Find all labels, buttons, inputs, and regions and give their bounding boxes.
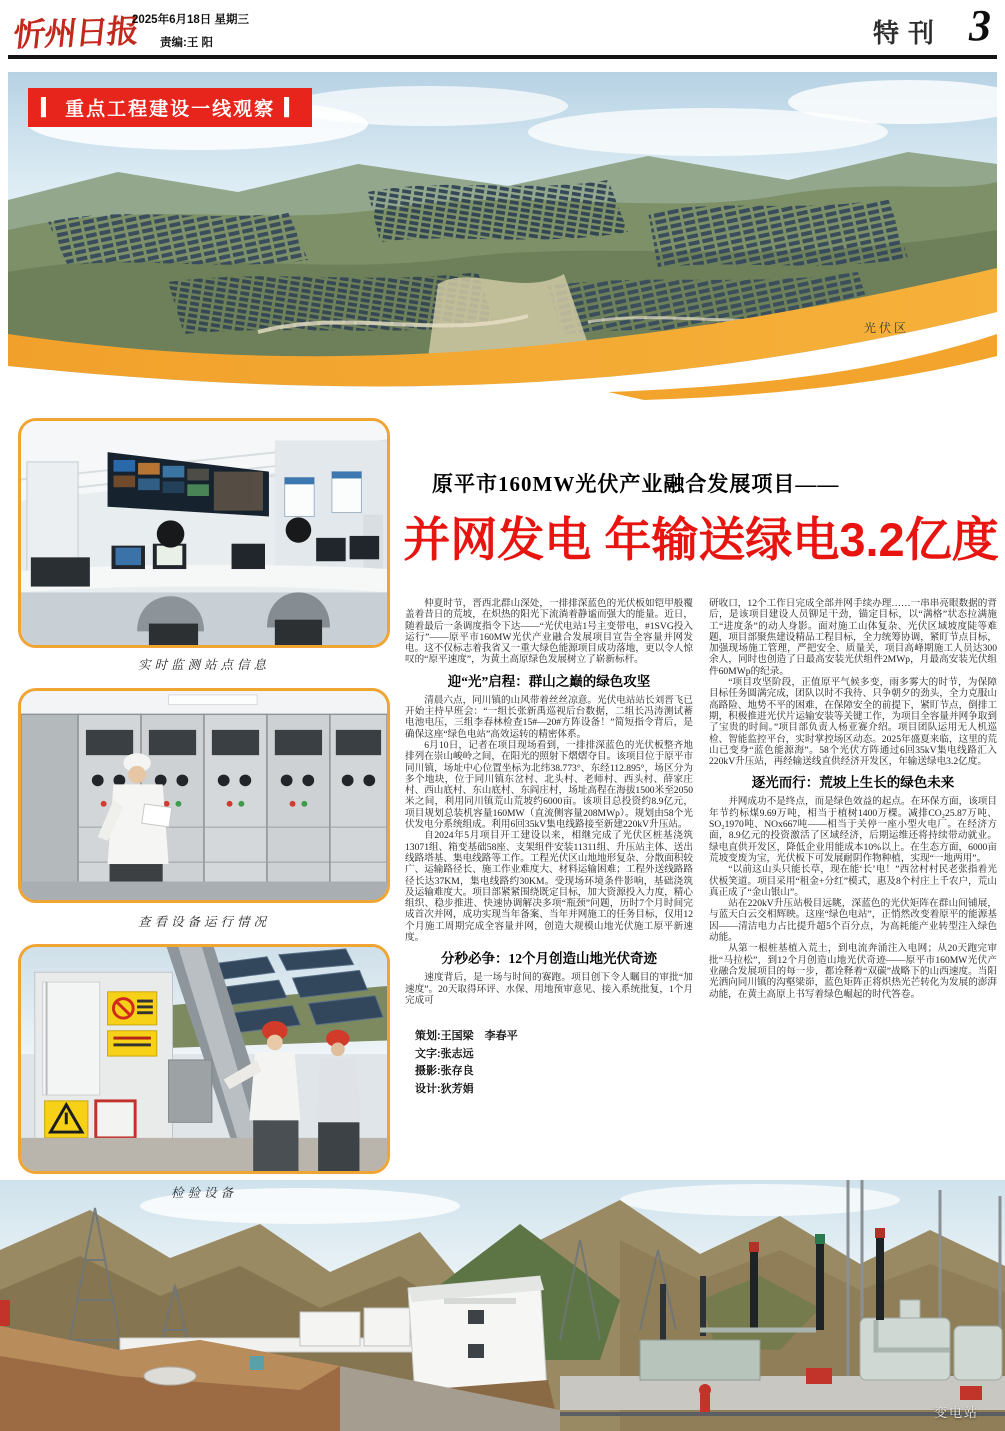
para-cont: 研收口，12个工作日完成全部并网手续办理……一串串亮眼数据的背后，是该项目建设人员铆足干劲，锚定目标，以“满格”状态拉满施工“进度条”的动人身影。面对施工山体复杂、光伏区域坡度陡等难题，项目部聚焦建设精品工程目标，全力统筹协调，紧盯节点目标，加强现场施工管理，严把安全、质量关，项目高峰期施工人员达300余人，同时也创造了日最高安装光伏组件2MWp，月最高安装光伏组件60MWp的纪录。 (709, 598, 997, 677)
para: 仲夏时节，晋西北群山深处，一排排深蓝色的光伏板如铠甲般覆盖着昔日的荒坡，在炽热的阳光下流淌着静谧而强大的能量。近日，随着最后一条调度指令下达——“光伏电站1号主变带电，#1SVG投入运行”——原平市160MW光伏产业融合发展项目宣告全容量并网发电。这不仅标志着我省又一重大绿色能源项目成功落地，更以令人惊叹的“原平速度”，为黄土高原绿色发展树立了崭新标杆。 (405, 598, 693, 666)
para: “项目攻坚阶段，正值原平气候多变，雨多雾大的时节，为保障目标任务圆满完成，团队以时不我待、只争朝夕的劲头，全力克服山高路险、地势不平的困难，在保障安全的前提下，紧盯节点，倒排工期，积极推进光伏片运输安装等关键工作，为项目全容量并网争取到了宝贵的时间。”项目部负责人杨亚赛介绍。项目团队运用无人机巡检、智能监控平台，实时掌控场区动态。2025年盛夏来临，这里的荒山已变身“蓝色能源海”。58个光伏方阵通过6回35kV集电线路汇入220kV升压站，再经输送线直供经济开发区，年输送绿电3.2亿度。 (709, 677, 997, 768)
masthead-meta (132, 11, 249, 50)
switchgear-room-photo (18, 688, 390, 903)
control-room-illustration (21, 421, 387, 645)
credits-block (415, 1028, 693, 1098)
subhead: 逐光而行：荒坡上生长的绿色未来 (751, 775, 955, 791)
photo1-caption: 实时监测站点信息 (137, 658, 270, 672)
masthead (0, 0, 1005, 60)
para: 自2024年5月项目开工建设以来，相继完成了光伏区桩基浇筑13071组、箱变基础58座、支架组件安装11311组、升压站主体、送出线路塔基、集电线路等工作。工程光伏区山地地形复杂、分散面积较广、运输路径长、施工作业难度大、材料运输困难；工程外送线路路径长达37KM，集电线路约30KM。受现场环境条件影响，基础浇筑及运输难度大。项目部紧紧围绕既定目标，加大资源投入力度，精心组织、稳步推进、快速协调解决多项“瓶颈”问题，历时7个月时间完成首次并网，成功实现当年备案、当年并网施工的任务目标，仅用12个月施工周期完成全容量并网，创造大规模山地光伏施工原平新速度。 (405, 830, 693, 944)
section-label: 特刊 (872, 18, 943, 48)
subhead: 分秒必争：12个月创造山地光伏奇迹 (441, 951, 657, 967)
masthead-rule (8, 55, 997, 59)
credit-line: 文字:张志远 (415, 1047, 474, 1060)
switchgear-illustration (21, 691, 387, 900)
article-column-1 (405, 598, 693, 1178)
banner-label: 重点工程建设一线观察 (65, 99, 276, 120)
para: 速度背后，是一场与时间的赛跑。项目创下令人瞩目的审批“加速度”。20天取得环评、水保、用地预审意见、接入系统批复，1个月完成可 (405, 972, 693, 1006)
subhead: 迎“光”启程：群山之巅的绿色攻坚 (447, 673, 651, 689)
substation-illustration (0, 1180, 1005, 1431)
top-photo-label: 光伏区 (863, 321, 909, 335)
para: 6月10日，记者在项目现场看到，一排排深蓝色的光伏板整齐地排列在崇山峻岭之间，在阳光的照射下熠熠夺目。该项目位于原平市同川镇，场址中心位置坐标为北纬38.773°、东经112.895°，场区分为多个地块，位于同川镇东岔村、北头村、老师村、西头村、薛家庄村、西山底村、东山底村、东阎庄村，场址高程在海拔1500米至2050米之间，利用同川镇荒山荒坡约6000亩。该项目总投资约8.9亿元，项目规划总装机容量160MW（直流侧容量208MWp）。规划由58个光伏发电分系统组成。利用6回35kV集电线路接至新建220kV升压站。 (405, 739, 693, 831)
article-body (405, 598, 997, 1178)
para: 从第一根桩基植入荒土，到电流奔涌注入电网；从20天跑完审批“马拉松”，到12个月创造山地光伏奇迹——原平市160MW光伏产业融合发展项目的每一步，都诠释着“双碳”战略下的山西速度。当阳光洒向同川镇的沟壑梁峁，蓝色矩阵正将炽热光芒转化为发展的澎湃动能，在黄土高原上书写着绿色崛起的时代答卷。 (709, 943, 997, 1000)
bottom-photo-label: 变电站 (933, 1405, 979, 1420)
field-inspection-photo (18, 944, 390, 1174)
column-1-text (405, 598, 693, 1006)
photo3-caption: 检验设备 (170, 1186, 237, 1200)
para: “以前这山头只能长草，现在能‘长’电！”西岔村村民老张指着光伏板笑道。项目采用“租金+分红”模式，惠及8个村庄上千农户，荒山真正成了“金山银山”。 (709, 864, 997, 898)
article-column-2 (709, 598, 997, 1178)
substation-photo (0, 1180, 1005, 1431)
credit-line: 策划:王国梁 李春平 (415, 1030, 518, 1043)
page-number: 3 (969, 1, 991, 50)
publication-date: 2025年6月18日 星期三 (132, 14, 249, 26)
newspaper-logo: 忻州日报 (11, 12, 140, 54)
series-banner (28, 88, 312, 127)
control-room-photo (18, 418, 390, 648)
credit-line: 摄影:张存良 (415, 1065, 474, 1078)
field-inspection-illustration (21, 947, 387, 1171)
article-headline: 并网发电 年输送绿电3.2亿度 (403, 513, 999, 566)
para: 清晨六点，同川镇的山风带着丝丝凉意。光伏电站站长刘晋飞已开始主持早班会：“一组长张新禹巡视后台数据，二组长冯涛测试蓄电池电压，三组李春林检查15#—20#方阵设备！”简短指令背后，是确保这座“绿色电站”高效运转的精密体系。 (405, 694, 693, 740)
editor-credit: 责编:王 阳 (160, 37, 214, 49)
photo2-caption: 查看设备运行情况 (137, 915, 270, 929)
column-2-text (709, 598, 997, 1000)
para: 并网成功不是终点，而是绿色效益的起点。在环保方面，该项目年节约标煤9.69万吨，相当于植树1400万棵。减排CO₂25.87万吨、SO₂1970吨、NOx667吨——相当于关停一座小型火电厂。在经济方面，8.9亿元的投资激活了区域经济，后期运维还将持续带动就业。绿电直供开发区，降低企业用能成本10%以上。在生态方面，6000亩荒坡变废为宝，光伏板下可发展耐阴作物种植，实现“一地两用”。 (709, 796, 997, 864)
top-aerial-photo (8, 72, 997, 402)
banner-bar-icon: ▍ (41, 98, 57, 117)
credit-line: 设计:狄芳娟 (415, 1082, 474, 1095)
banner-bar-icon: ▍ (284, 98, 300, 117)
para: 站在220kV升压站极目远眺，深蓝色的光伏矩阵在群山间铺展，与蓝天白云交相辉映。这座“绿色电站”，正悄然改变着原平的能源基因——清洁电力占比提升超5个百分点，为高耗能产业转型注入绿色动能。 (709, 898, 997, 944)
article-kicker: 原平市160MW光伏产业融合发展项目—— (432, 472, 840, 496)
